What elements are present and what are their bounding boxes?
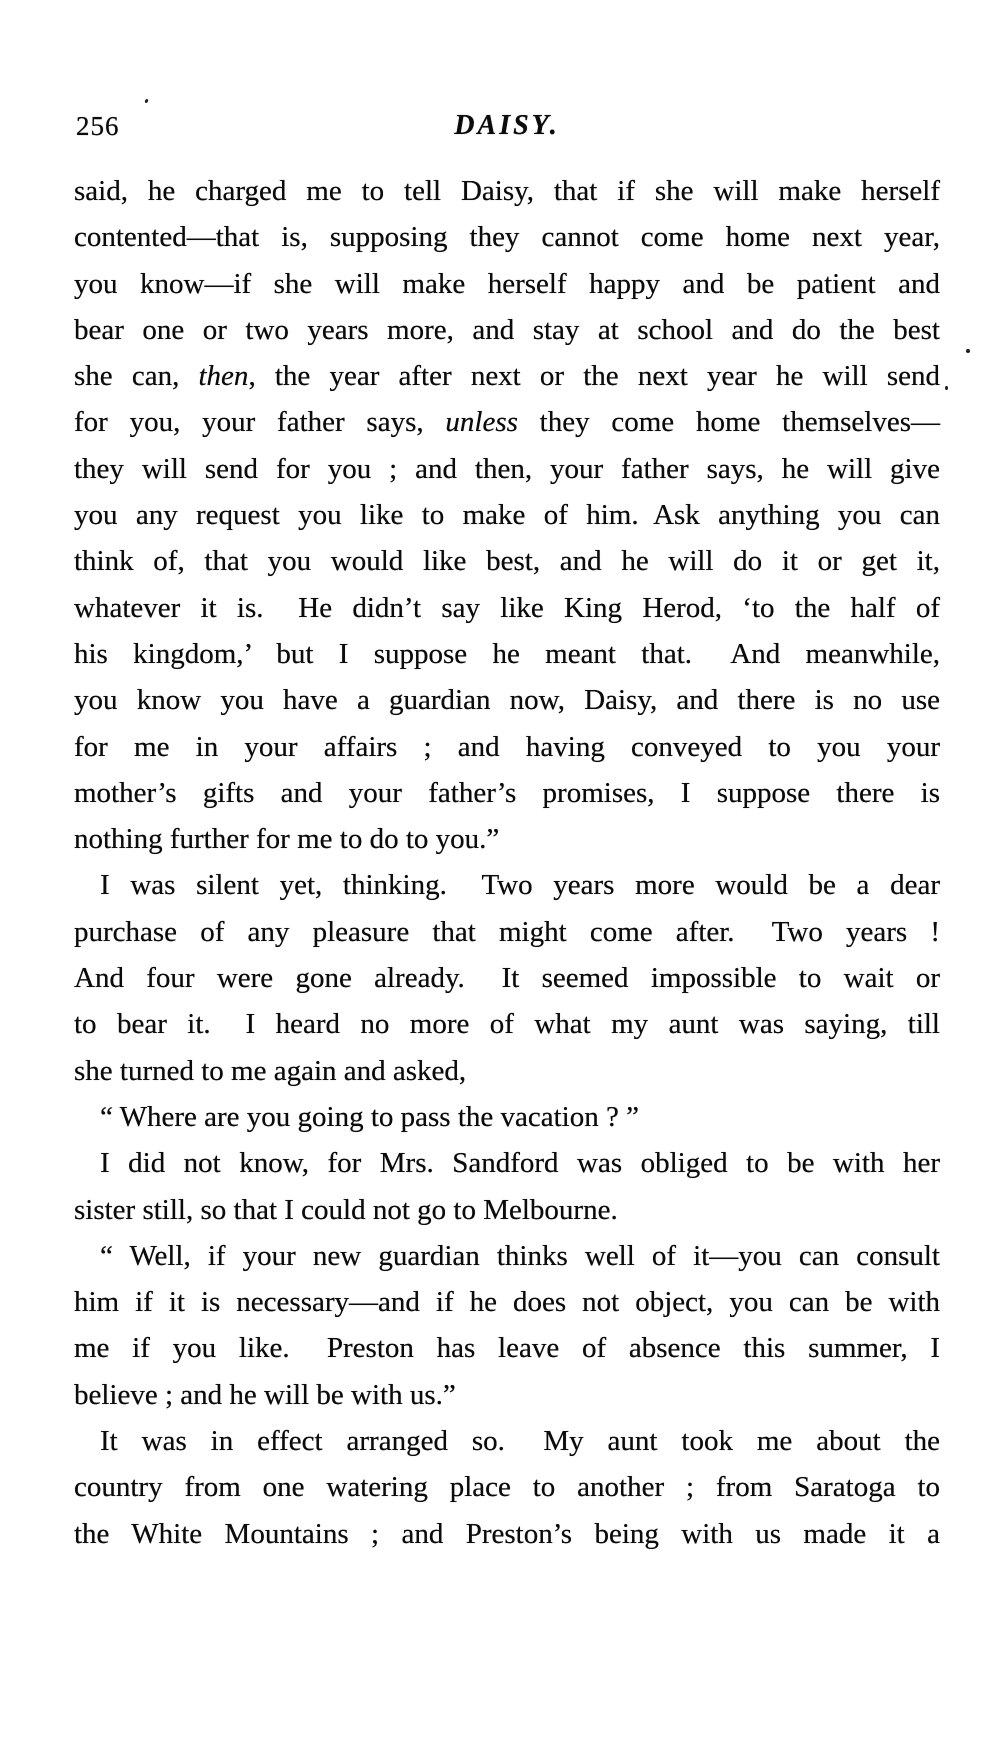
text-line: me if you like. Preston has leave of absence this summer, I xyxy=(74,1332,940,1365)
text-line: And four were gone already. It seemed impossible to wait or xyxy=(74,962,940,995)
text-line: purchase of any pleasure that might come after. Two years ! xyxy=(74,915,940,948)
paragraph xyxy=(74,862,940,1093)
text-line: said, he charged me to tell Daisy, that if she will make herself xyxy=(74,175,940,207)
paragraph xyxy=(74,168,940,862)
text-line: country from one watering place to another ; from Saratoga to xyxy=(74,1471,940,1504)
text-line: for me in your affairs ; and having conveyed to you your xyxy=(74,730,940,763)
text-line: you know you have a guardian now, Daisy, and there is no use xyxy=(74,684,940,717)
text-line: think of, that you would like best, and he will do it or get it, xyxy=(74,545,940,578)
text-line: to bear it. I heard no more of what my aunt was saying, till xyxy=(74,1008,940,1041)
text-line: the White Mountains ; and Preston’s being with us made it a xyxy=(74,1517,940,1550)
text-line: I was silent yet, thinking. Two years more would be a dear xyxy=(100,869,940,902)
page-body xyxy=(74,168,940,1557)
running-title: DAISY. xyxy=(454,110,560,141)
italic-text: then xyxy=(198,360,249,393)
text-line: I did not know, for Mrs. Sandford was obliged to be with her xyxy=(100,1147,940,1180)
text-line: she turned to me again and asked, xyxy=(74,1054,467,1087)
scan-speck xyxy=(966,349,970,353)
text-line: you know—if she will make herself happy and be patient and xyxy=(74,267,940,300)
page-number: 256 xyxy=(76,111,120,141)
text-line: for you, your father says, unless they come home themselves— xyxy=(74,406,941,439)
paragraph xyxy=(74,1094,940,1140)
scan-speck xyxy=(945,386,948,390)
text-line: It was in effect arranged so. My aunt took me about the xyxy=(100,1425,940,1458)
text-line: you any request you like to make of him. Ask anything you can xyxy=(74,499,940,532)
text-line: contented—that is, supposing they cannot come home next year, xyxy=(74,221,940,254)
text-line: “ Where are you going to pass the vacation ? ” xyxy=(100,1100,639,1133)
text-line: his kingdom,’ but I suppose he meant that. And meanwhile, xyxy=(74,637,940,670)
text-line: bear one or two years more, and stay at school and do the best xyxy=(74,313,940,346)
text-line: him if it is necessary—and if he does not object, you can be with xyxy=(74,1286,940,1319)
paragraph xyxy=(74,1233,940,1418)
scan-speck xyxy=(144,99,148,104)
text-line: sister still, so that I could not go to Melbourne. xyxy=(74,1193,618,1226)
paragraph xyxy=(74,1140,940,1233)
page-header xyxy=(74,110,940,152)
paragraph xyxy=(74,1418,940,1557)
text-line: mother’s gifts and your father’s promises, I suppose there is xyxy=(74,776,940,809)
italic-text: unless xyxy=(445,406,518,439)
text-line: nothing further for me to do to you.” xyxy=(74,823,500,856)
text-line: they will send for you ; and then, your father says, he will give xyxy=(74,452,940,485)
text-line: she can, then, the year after next or the next year he will send xyxy=(74,360,940,393)
text-line: “ Well, if your new guardian thinks well of it—you can consult xyxy=(100,1239,940,1272)
text-line: whatever it is. He didn’t say like King Herod, ‘to the half of xyxy=(74,591,940,624)
text-line: believe ; and he will be with us.” xyxy=(74,1378,456,1411)
